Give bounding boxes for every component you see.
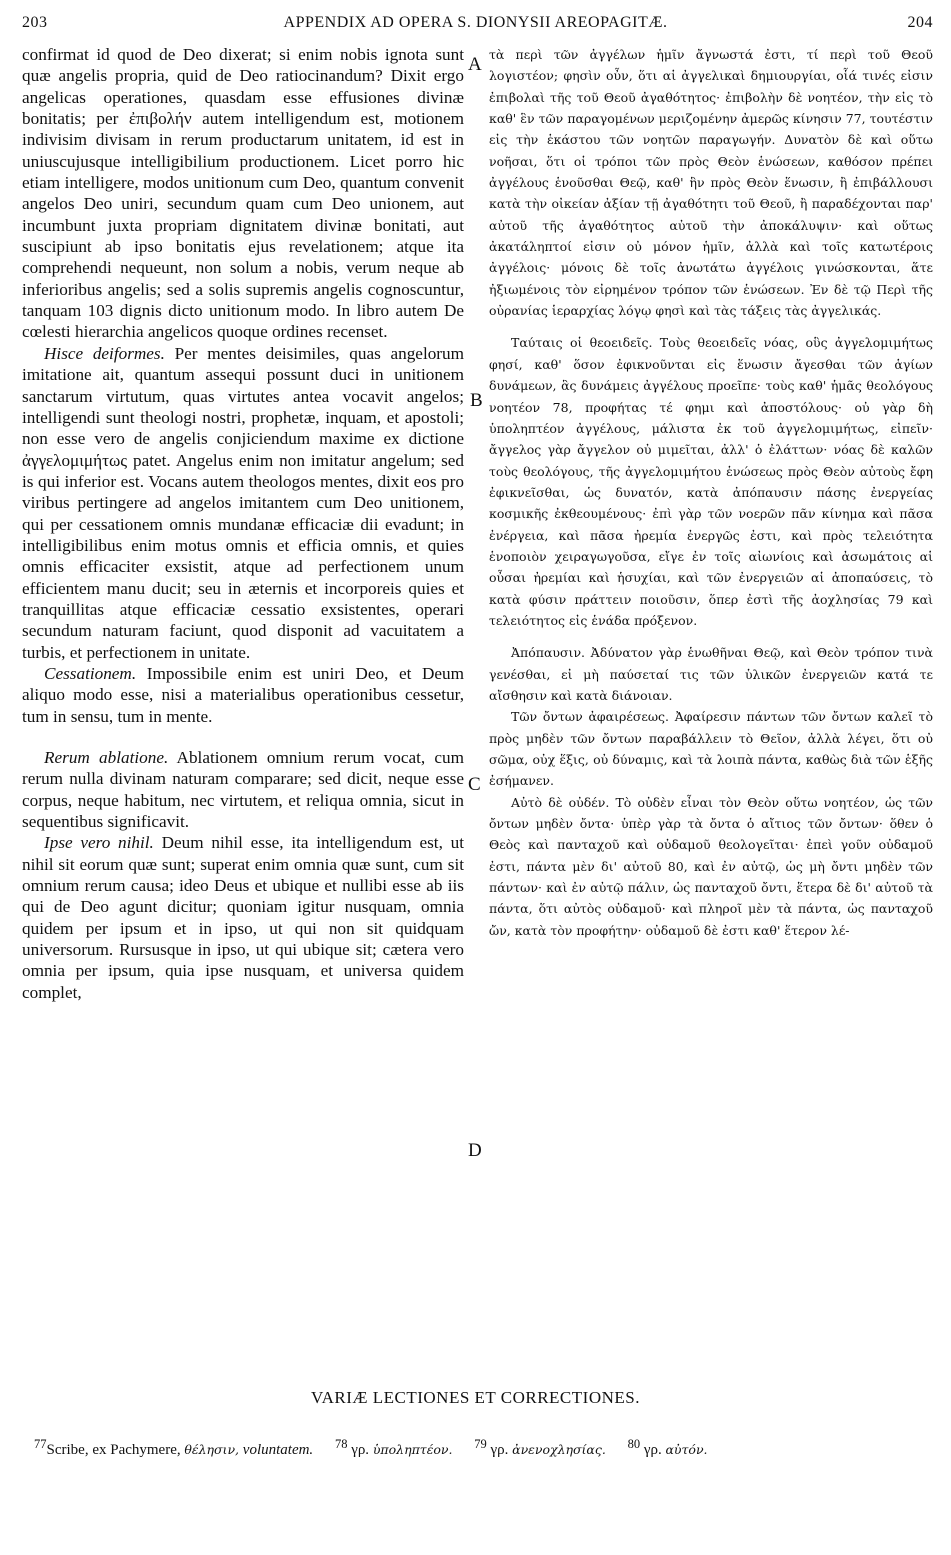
greek-paragraph: Ταύταις οἱ θεοειδεῖς. Τοὺς θεοειδεῖς νόας, οὓς ἀγγελομιμήτως φησί, καθ' ὅσον ἐφικνοῦνται εἰς ἕνωσιν ἄγεσθαι τῶν ἁγίων δυνάμεων, ἃς δυνάμεις ἀγγέλους προεῖπε· τοὺς καθ' ἡμᾶς θεολόγους νοητέον 78, προφήτας τέ φημι καὶ ἀποστόλους· οὐ γὰρ δὴ ὑποληπτέον ἀγγέλους, μάλιστα ἐκ τοῦ ἀγγελομιμήτως, εἰπεῖν· ἄγγελος γὰρ ἄγγελον οὐ μιμεῖται, ἀλλ' ὁ ἐλάττων· νόας δὲ καλῶν τοὺς θεολόγους, τῆς ἀγγελομιμήτου ἑνώσεως πρὸς Θεὸν αὐτοὺς ἔφη ἐφικνεῖσθαι, ὡς δυνατόν, κατὰ ἀπόπαυσιν πάσης ἐνεργείας κοσμικῆς ἐκθεουμένους· ἐπὶ γὰρ τῶν νοερῶν πᾶν κίνημα καὶ πᾶσα ἐνέργεια, καὶ πᾶσα ἠρεμία ἐνεργῶς ἐστι, καὶ πρὸς τελειότητα ἑνοποιὸν χειραγωγοῦσα, εἴγε ἐν τοῖς αἰωνίοις καὶ ἀσωμάτοις αἱ οὖσαι ἠρεμίαι καὶ ἡσυχίαι, καὶ τῶν ἐνεργειῶν αἱ ἀποπαύσεις, τὸ κατὰ φύσιν πράττειν ποιοῦσιν, ὅπερ ἐστὶ τῆς ἀοχλησίας 79 καὶ τελειότητος εἰς ἑνάδα πρόξενον. bbox=[489, 335, 933, 628]
running-title: APPENDIX AD OPERA S. DIONYSII AREOPAGITÆ. bbox=[283, 14, 668, 31]
greek-paragraph: Ἀπόπαυσιν. Ἀδύνατον γὰρ ἑνωθῆναι Θεῷ, καὶ Θεὸν τρόπον τινὰ γενέσθαι, εἰ μὴ παύσεταί τις τῶν ὑλικῶν ἐνεργειῶν κατά τε αἴσθησιν καὶ κατὰ διάνοιαν. bbox=[489, 645, 933, 703]
latin-paragraph bbox=[22, 747, 464, 832]
latin-text: Deum nihil esse, ita intelligendum est, ut nihil sit eorum quæ sunt; superat enim omnia quæ sunt, cum sit omnium rerum causa; ideo Deus et ubique et nullibi esse ab iis qui de Deo agunt dicitur; quoniam igitur nusquam, omnia quidem per ipsum et in ipso, ut qui non sit quidquam universorum. Rursusque in ipso, ut qui ubique sit; cætera vero omnia per ipsum, quia ipse nusquam, et universa quidem complet, bbox=[22, 833, 464, 1002]
latin-column bbox=[22, 44, 464, 1003]
footnote bbox=[334, 1437, 453, 1458]
latin-lemma: Rerum ablatione. bbox=[44, 748, 169, 767]
footnotes bbox=[34, 1437, 934, 1459]
footnote-greek: θέλησιν, bbox=[184, 1442, 240, 1457]
latin-paragraph bbox=[22, 832, 464, 1003]
page-number-right: 204 bbox=[907, 14, 933, 31]
footnote-text: γρ. bbox=[643, 1442, 666, 1458]
greek-paragraph: Αὐτὸ δὲ οὐδέν. Τὸ οὐδὲν εἶναι τὸν Θεὸν οὕτω νοητέον, ὡς τῶν ὄντων μηδὲν ὄντα· ὑπὲρ γὰρ τὰ ὄντα ὁ αἴτιος τῶν ὄντων· ὅθεν ὁ Θεὸς καὶ πανταχοῦ καὶ οὐδαμοῦ θεολογεῖται· ἐπεὶ γοῦν οὐδαμοῦ ἐστι, πάντα μὲν δι' αὐτοῦ 80, καὶ ἐν αὐτῷ, ὡς μὴ ὄντι μηδὲν τῶν πάντων· καὶ ἐν αὐτῷ πάλιν, ὡς πανταχοῦ ὄντι, ἕτερα δὲ δι' αὐτοῦ τὰ πάντα, ὅτι αὐτὸς οὐδαμοῦ· καὶ πληροῖ μὲν τὰ πάντα, ὡς πανταχοῦ ὤν, κατὰ τὸν προφήτην· οὐδαμοῦ δὲ ἐστι καθ' ἕτερον λέ- bbox=[489, 794, 933, 938]
footnote-number: 79 bbox=[474, 1437, 487, 1451]
footnote-greek: αὐτόν. bbox=[665, 1442, 708, 1457]
latin-lemma: Hisce deiformes. bbox=[44, 343, 165, 363]
latin-paragraph bbox=[22, 663, 464, 727]
footnote-text: γρ. bbox=[351, 1442, 373, 1458]
latin-text: Impossibile enim est uniri Deo, et Deum aliquo modo esse, nisi a materialibus operationibus cessetur, tum in sensu, tum in mente. bbox=[22, 663, 464, 726]
latin-lemma: Ipse vero nihil. bbox=[44, 833, 154, 853]
page-number-left: 203 bbox=[22, 14, 48, 31]
footnote-number: 78 bbox=[334, 1437, 348, 1451]
footnote-greek: ὑποληπτέον. bbox=[372, 1442, 453, 1457]
latin-text: Per mentes deisimiles, quas angelorum imitatione ait, quantum assequi possunt duci in unitionem sanctarum virtutum, quas virtutes antea vocavit angelos; intelligendi sunt theologi nostri, prophetæ, inquam, et apostoli; non esse vero de angelis conjiciendum maxime ex dictione ἀγγελομιμήτως patet. Angelus enim non imitatur angelum; sed is qui inferior est. Vocans autem theologos mentes, dixit eos pro viribus pertingere ad angelos imitantem cum Deo unitionem, qui per cessationem omnis mundanæ efficaciæ dii evadunt; in intelligibilibus enim motus omnis et efficia omnis, et quies omnis efficaciter exsistit, atque ad perfectionem unum efficientem manu ducit; seu in æternis et incorporeis quies et tranquillitas atque efficaciæ cessatio exsistentes, operari secundum naturam faciunt, quod disponit ad vacuitatem a turbis, et perfectionem in unitate. bbox=[22, 343, 464, 662]
margin-marker-a: A bbox=[468, 54, 482, 75]
margin-marker-b: B bbox=[470, 390, 483, 411]
footnote-text: Scribe, ex Pachymere, bbox=[46, 1442, 185, 1458]
footnote bbox=[627, 1437, 708, 1458]
footnote-latin: voluntatem. bbox=[239, 1442, 314, 1458]
margin-marker-c: C bbox=[468, 774, 481, 795]
footnote-text: γρ. bbox=[490, 1442, 513, 1458]
greek-paragraph: τὰ περὶ τῶν ἀγγέλων ἡμῖν ἄγνωστά ἐστι, τί περὶ τοῦ Θεοῦ λογιστέον; φησὶν οὖν, ὅτι αἱ ἀγγελικαὶ δημιουργίαι, οἷά τινές εἰσιν ἐπιβολαὶ τῆς τοῦ Θεοῦ ἀγαθότητος· ἐπιβολὴν δὲ νοητέον, τὴν εἰς τὸ καθ' ἓν τῶν παραγομένων μεριζομένην ἀμερῶς κίνησιν 77, τουτέστιν εἰς τὴν ἑκάστου τῶν νοητῶν παραγωγήν. Δυνατὸν δὲ καὶ οὕτω νοῆσαι, ὅτι οἱ τρόποι τῶν πρὸς Θεὸν ἑνώσεων, καθόσον πρέπει ἀγγέλους ἑνοῦσθαι Θεῷ, καθ' ἣν πρὸς Θεὸν ἕνωσιν, ἢ ἐπιβάλλουσι κατὰ τὴν οἰκείαν ἀξίαν τῇ ἀγαθότητι τοῦ Θεοῦ, ἢ παραδέχονται παρ' αὐτοῦ τῆς ἀγαθότητος αὐτοῦ τὴν ἀποκάλυψιν· καὶ οὕτως ἀκατάληπτοί εἰσιν οὐ μόνον ἡμῖν, ἀλλὰ καὶ τοῖς κατωτέροις ἀγγέλοις· μόνοις δὲ τοῖς ἀνωτάτω ἀγγέλοις γινώσκονται, ἅτε ἠξιωμένοις τὸν εἰρημένον τρόπον τῶν ἑνώσεων. Ἐν δὲ τῷ Περὶ τῆς οὐρανίας ἱεραρχίας λόγῳ φησὶ καὶ τὰς τάξεις τὰς ἀγγελικάς. bbox=[489, 47, 933, 319]
latin-paragraph bbox=[22, 343, 464, 663]
footnote-greek: ἀνενοχλησίας. bbox=[512, 1442, 606, 1457]
page-header bbox=[0, 14, 951, 40]
footnote-number: 80 bbox=[627, 1437, 641, 1451]
greek-paragraph: Τῶν ὄντων ἀφαιρέσεως. Ἀφαίρεσιν πάντων τῶν ὄντων καλεῖ τὸ πρὸς μηδὲν τῶν ὄντων παραβάλλειν τὸ Θεῖον, ἀλλὰ λέγει, ὅτι οὐ σῶμα, οὐχ ἕξις, οὐ δύναμις, καὶ τὰ λοιπὰ πάντα, καθὼς διὰ τῶν ἑξῆς ἐσήμανεν. bbox=[489, 709, 933, 789]
latin-text: confirmat id quod de Deo dixerat; si enim nobis ignota sunt quæ angelis propria, quid de Deo ratiocinandum? Dixit ergo angelicas operationes, quasdam esse effusiones divinæ bonitatis; per ἐπιβολήν autem intelligendum est, motionem indivisim divisam in rerum productarum unitatem, id est in uniuscujusque intelligibilium productionem. Licet porro hic etiam intelligere, modos unitionum cum Deo, quantum convenit angelos Deo uniri, secundum quam cum Deo unionem, aut incumbunt juxta propriam dignitatem divinæ bonitati, aut suscipiunt ab ipso bonitatis ejus revelationem; atque ita comprehendi nequeunt, non solum a nobis, verum neque ab inferioribus angelis; sed a solis supremis angelis cognoscuntur, tanquam 103 dignis dicto unitionum modo. In libro autem De cœlesti hierarchia angelicos quoque ordines recenset. bbox=[22, 45, 464, 342]
margin-marker-d: D bbox=[468, 1140, 482, 1161]
greek-column bbox=[489, 44, 933, 941]
footnote bbox=[474, 1437, 606, 1458]
latin-lemma: Cessationem. bbox=[44, 663, 137, 683]
latin-paragraph bbox=[22, 44, 464, 343]
footnote-number: 77 bbox=[34, 1437, 47, 1451]
section-title: VARIÆ LECTIONES ET CORRECTIONES. bbox=[311, 1388, 640, 1407]
footnote bbox=[34, 1437, 314, 1458]
latin-text: Ablationem omnium rerum vocat, cum rerum nulla divinam naturam comparare; sed dicit, neque esse corpus, neque habitum, nec virtutem, et reliqua omnia, sicut in sequentibus significavit. bbox=[22, 748, 464, 832]
